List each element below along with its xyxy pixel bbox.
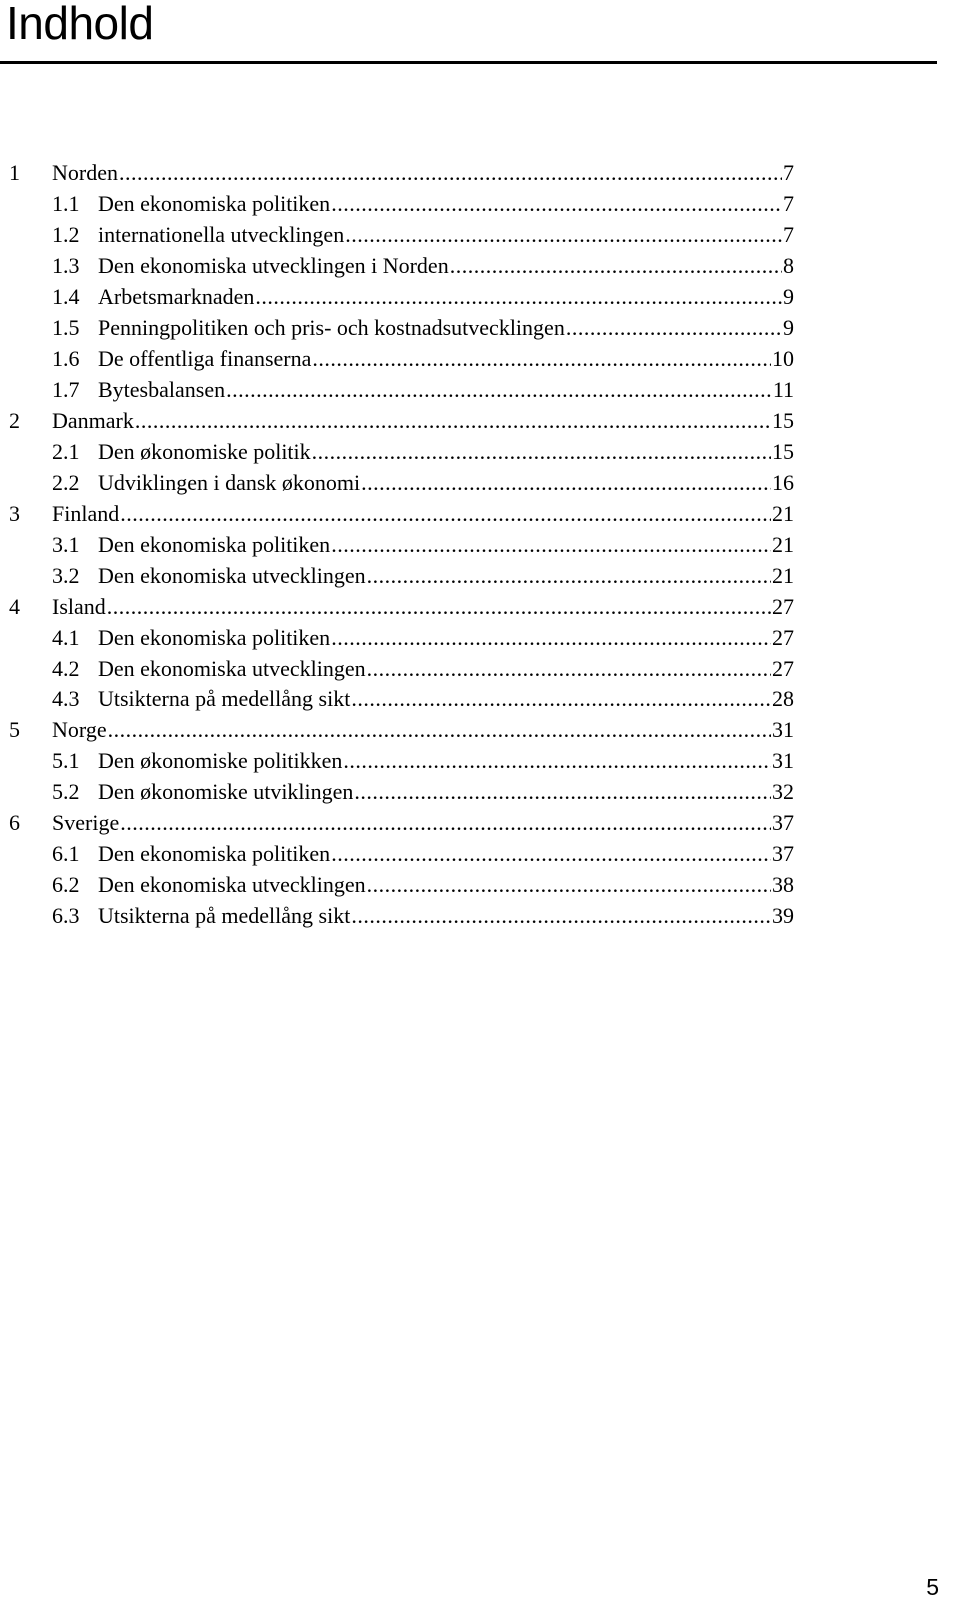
- toc-entry-title: Den økonomiske politikken: [98, 746, 343, 777]
- dot-leader: [331, 839, 771, 870]
- toc-entry[interactable]: [0, 530, 800, 561]
- toc-entry-title: Norge: [52, 715, 108, 746]
- toc-entry-title: Danmark: [52, 406, 135, 437]
- toc-entry-title: Utsikterna på medellång sikt: [98, 901, 351, 932]
- dot-leader: [312, 437, 771, 468]
- toc-entry-line: [98, 839, 794, 870]
- table-of-contents: [0, 158, 800, 932]
- toc-entry-number: 2.2: [52, 469, 80, 495]
- toc-entry-number: 6.1: [52, 841, 80, 867]
- toc-entry-page: 8: [783, 252, 794, 278]
- toc-entry[interactable]: [0, 684, 800, 715]
- toc-entry-title: Utsikterna på medellång sikt: [98, 684, 351, 715]
- toc-entry-line: [52, 499, 794, 530]
- toc-entry[interactable]: [0, 251, 800, 282]
- dot-leader: [255, 282, 782, 313]
- toc-entry-page: 21: [772, 500, 794, 526]
- toc-entry-page: 27: [772, 655, 794, 681]
- toc-entry-title: Den økonomiske politik: [98, 437, 312, 468]
- dot-leader: [108, 715, 771, 746]
- toc-entry-line: [52, 808, 794, 839]
- heading-divider: [0, 61, 937, 64]
- dot-leader: [120, 499, 771, 530]
- toc-entry[interactable]: [0, 282, 800, 313]
- toc-entry-title: Arbetsmarknaden: [98, 282, 255, 313]
- toc-entry-title: Den ekonomiska utvecklingen: [98, 870, 367, 901]
- toc-entry-number: 3: [9, 500, 20, 526]
- toc-entry[interactable]: [0, 220, 800, 251]
- toc-entry-line: [98, 251, 794, 282]
- dot-leader: [119, 158, 782, 189]
- toc-entry-number: 4.1: [52, 624, 80, 650]
- toc-entry-page: 27: [772, 593, 794, 619]
- dot-leader: [566, 313, 782, 344]
- dot-leader: [367, 561, 771, 592]
- toc-entry-number: 1.2: [52, 221, 80, 247]
- toc-entry-line: [52, 592, 794, 623]
- toc-entry-number: 2: [9, 407, 20, 433]
- toc-entry-line: [98, 437, 794, 468]
- toc-entry-title: Norden: [52, 158, 119, 189]
- toc-entry-number: 6.2: [52, 872, 80, 898]
- toc-entry[interactable]: [0, 839, 800, 870]
- toc-entry[interactable]: [0, 746, 800, 777]
- toc-entry-line: [98, 746, 794, 777]
- toc-entry[interactable]: [0, 623, 800, 654]
- toc-entry-line: [98, 623, 794, 654]
- toc-entry-number: 6: [9, 810, 20, 836]
- toc-entry-line: [52, 715, 794, 746]
- toc-entry-page: 15: [772, 407, 794, 433]
- toc-entry[interactable]: [0, 499, 800, 530]
- page-title: Indhold: [6, 0, 154, 49]
- toc-entry-number: 4.3: [52, 686, 80, 712]
- toc-entry-page: 15: [772, 438, 794, 464]
- toc-entry-title: Sverige: [52, 808, 120, 839]
- toc-entry-page: 10: [772, 345, 794, 371]
- toc-entry[interactable]: [0, 870, 800, 901]
- toc-entry-line: [98, 561, 794, 592]
- toc-entry[interactable]: [0, 592, 800, 623]
- toc-entry-number: 1.6: [52, 345, 80, 371]
- toc-entry-page: 7: [783, 221, 794, 247]
- toc-entry-number: 3.1: [52, 531, 80, 557]
- toc-entry-title: Island: [52, 592, 107, 623]
- toc-entry-title: Penningpolitiken och pris- och kostnadsutvecklingen: [98, 313, 566, 344]
- dot-leader: [312, 344, 771, 375]
- toc-entry-number: 1.3: [52, 252, 80, 278]
- dot-leader: [135, 406, 771, 437]
- toc-entry-title: Den ekonomiska utvecklingen: [98, 654, 367, 685]
- toc-entry-line: [98, 282, 794, 313]
- toc-entry-page: 7: [783, 160, 794, 185]
- toc-entry-page: 32: [772, 779, 794, 805]
- dot-leader: [361, 468, 771, 499]
- toc-entry-page: 38: [772, 872, 794, 898]
- toc-entry-page: 21: [772, 562, 794, 588]
- toc-entry-number: 4: [9, 593, 20, 619]
- toc-entry-title: Den økonomiske utviklingen: [98, 777, 354, 808]
- dot-leader: [367, 870, 771, 901]
- dot-leader: [345, 220, 782, 251]
- toc-entry[interactable]: [0, 437, 800, 468]
- toc-entry-title: Udviklingen i dansk økonomi: [98, 468, 361, 499]
- toc-entry[interactable]: [0, 313, 800, 344]
- dot-leader: [354, 777, 771, 808]
- toc-entry-line: [52, 406, 794, 437]
- toc-entry-number: 1.4: [52, 283, 80, 309]
- toc-entry-page: 28: [772, 686, 794, 712]
- toc-entry-number: 6.3: [52, 903, 80, 929]
- toc-entry-page: 21: [772, 531, 794, 557]
- toc-entry-line: [98, 684, 794, 715]
- toc-entry[interactable]: [0, 654, 800, 685]
- toc-entry-line: [98, 344, 794, 375]
- toc-entry[interactable]: [0, 715, 800, 746]
- toc-entry-page: 39: [772, 903, 794, 929]
- dot-leader: [351, 901, 771, 932]
- toc-entry[interactable]: [0, 375, 800, 406]
- toc-entry-line: [98, 189, 794, 220]
- toc-entry-line: [98, 375, 794, 406]
- dot-leader: [450, 251, 782, 282]
- toc-entry-title: De offentliga finanserna: [98, 344, 312, 375]
- toc-entry-number: 5.1: [52, 748, 80, 774]
- dot-leader: [107, 592, 771, 623]
- dot-leader: [226, 375, 772, 406]
- toc-entry-line: [98, 870, 794, 901]
- toc-entry-number: 4.2: [52, 655, 80, 681]
- toc-entry-page: 7: [783, 190, 794, 216]
- toc-entry-number: 1.5: [52, 314, 80, 340]
- toc-entry-title: Bytesbalansen: [98, 375, 226, 406]
- toc-entry-title: Finland: [52, 499, 120, 530]
- toc-entry[interactable]: [0, 344, 800, 375]
- toc-entry[interactable]: [0, 189, 800, 220]
- toc-entry-title: Den ekonomiska politiken: [98, 189, 331, 220]
- toc-entry[interactable]: [0, 158, 800, 189]
- toc-entry[interactable]: [0, 777, 800, 808]
- toc-entry-number: 5.2: [52, 779, 80, 805]
- toc-entry-page: 11: [772, 376, 794, 402]
- toc-entry[interactable]: [0, 808, 800, 839]
- toc-entry-line: [98, 901, 794, 932]
- dot-leader: [331, 189, 782, 220]
- toc-entry-number: 1.7: [52, 376, 80, 402]
- toc-entry-page: 16: [772, 469, 794, 495]
- toc-entry-number: 2.1: [52, 438, 80, 464]
- toc-entry-page: 37: [772, 810, 794, 836]
- toc-entry-page: 31: [772, 748, 794, 774]
- dot-leader: [367, 654, 771, 685]
- toc-entry[interactable]: [0, 468, 800, 499]
- toc-entry-number: 3.2: [52, 562, 80, 588]
- dot-leader: [331, 623, 771, 654]
- toc-entry-line: [98, 777, 794, 808]
- toc-entry-number: 1: [9, 160, 20, 185]
- toc-entry-page: 9: [783, 283, 794, 309]
- page-number: 5: [926, 1574, 939, 1600]
- toc-entry-line: [98, 220, 794, 251]
- toc-entry[interactable]: [0, 406, 800, 437]
- toc-entry-title: Den ekonomiska utvecklingen i Norden: [98, 251, 450, 282]
- toc-entry-line: [52, 158, 794, 189]
- dot-leader: [120, 808, 771, 839]
- toc-entry-title: Den ekonomiska politiken: [98, 839, 331, 870]
- toc-entry-page: 9: [783, 314, 794, 340]
- toc-entry-title: Den ekonomiska utvecklingen: [98, 561, 367, 592]
- dot-leader: [343, 746, 771, 777]
- toc-entry-title: Den ekonomiska politiken: [98, 530, 331, 561]
- toc-entry-line: [98, 468, 794, 499]
- toc-entry-page: 31: [772, 717, 794, 743]
- toc-entry-line: [98, 530, 794, 561]
- toc-entry-page: 27: [772, 624, 794, 650]
- toc-entry-number: 5: [9, 717, 20, 743]
- toc-entry-number: 1.1: [52, 190, 80, 216]
- dot-leader: [351, 684, 771, 715]
- toc-entry[interactable]: [0, 561, 800, 592]
- dot-leader: [331, 530, 771, 561]
- toc-entry-line: [98, 313, 794, 344]
- toc-entry-line: [98, 654, 794, 685]
- toc-entry-title: internationella utvecklingen: [98, 220, 345, 251]
- toc-entry-title: Den ekonomiska politiken: [98, 623, 331, 654]
- toc-entry-page: 37: [772, 841, 794, 867]
- toc-entry[interactable]: [0, 901, 800, 932]
